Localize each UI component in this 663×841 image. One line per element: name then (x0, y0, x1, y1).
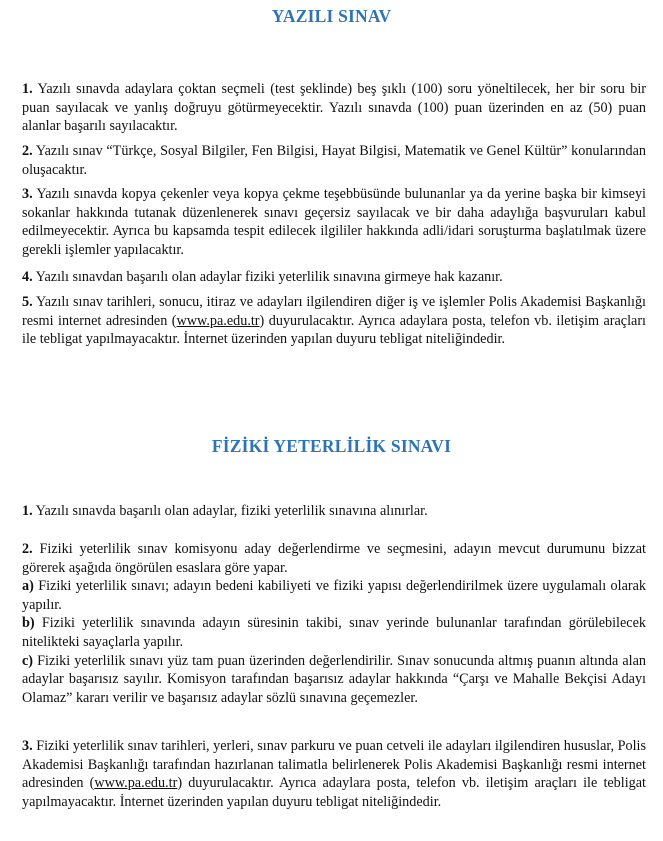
sub-item-letter: a) (22, 578, 34, 595)
item-text-after-link: ) duyurulacaktır. Ayrıca adaylara posta, telefon vb. iletişim araçları ile tebligat yapılmayacaktır. İnternet üzerinden yapılan duyuru tebligat niteliğindedir. (22, 312, 646, 348)
sub-item-b (22, 614, 646, 651)
item-number: 3. (22, 186, 33, 202)
sub-item-text: Fiziki yeterlilik sınavı yüz tam puan üzerinden değerlendirilir. Sınav sonucunda altmış puanın altında alan adaylar başarısız sayılır. Komisyon tarafından başarısız adaylar hakkında “Çarşı ve Mahalle Bekçisi Adayı Olamaz” kararı verilir ve başarısız adaylar sözlü sınavına geçemezler. (22, 652, 646, 706)
item-number: 5. (22, 294, 33, 310)
item-number: 4. (22, 269, 33, 285)
physical-item-2 (22, 540, 646, 707)
written-item-3 (22, 185, 646, 259)
item-number: 3. (22, 738, 33, 754)
item-number: 2. (22, 541, 33, 557)
website-link[interactable]: www.pa.edu.tr (94, 775, 178, 792)
physical-item-3 (22, 737, 646, 811)
item-text: Fiziki yeterlilik sınav komisyonu aday değerlendirme ve seçmesini, adayın mevcut durumunu bizzat görerek aşağıda öngörülen esaslara göre yapar. (22, 541, 646, 576)
sub-item-letter: c) (22, 652, 34, 669)
website-link[interactable]: www.pa.edu.tr (176, 312, 260, 329)
item-text: Yazılı sınavda kopya çekenler veya kopya çekme teşebbüsünde bulunanlar ya da yerine başka bir kimseyi sokanlar hakkında tutanak düzenlenerek sınavı geçersiz sayılacak ve bir daha adaylığa başvuruları kabul edilmeyecektir. Ayrıca bu kapsamda tespit edilecek ilgililer hakkında adli/idari soruşturma başlatılmak üzere gerekli işlemler yapılacaktır. (22, 186, 646, 258)
item-text-after-link: ) duyurulacaktır. Ayrıca adaylara posta, telefon vb. iletişim araçları ile tebligat yapılmayacaktır. İnternet üzerinden yapılan duyuru tebligat niteliğindedir. (22, 775, 646, 810)
written-item-5 (22, 293, 646, 349)
item-text-before-link: Fiziki yeterlilik sınav tarihleri, yerleri, sınav parkuru ve puan cetveli ile adayları ilgilendiren hususlar, Polis Akademisi Başkanlığı tarafından hazırlanan talimatla belirlenerek Polis Akademisi Başkanlığı resmi internet adresinden ( (22, 738, 647, 792)
item-text: Yazılı sınavdan başarılı olan adaylar fiziki yeterlilik sınavına girmeye hak kazanır. (35, 269, 503, 285)
item-text-before-link: Yazılı sınav tarihleri, sonucu, itiraz ve adayları ilgilendiren diğer iş ve işlemler Polis Akademisi Başkanlığı resmi internet adresinden ( (22, 294, 646, 329)
item-number: 1. (22, 81, 33, 97)
sub-item-a (22, 577, 646, 614)
sub-item-text: Fiziki yeterlilik sınavı; adayın bedeni kabiliyeti ve fiziki yapısı değerlendirilmek üzere uygulamalı olarak yapılır. (22, 578, 646, 613)
sub-item-letter: b) (22, 615, 35, 632)
item-number: 2. (22, 143, 33, 159)
written-item-1 (22, 80, 646, 136)
item-text: Yazılı sınavda adaylara çoktan seçmeli (test şeklinde) beş şıklı (100) soru yöneltilecek, her bir soru bir puan sayılacak ve yanlış doğruyu götürmeyecektir. Yazılı sınavda (100) puan üzerinden en az (50) puan alanlar başarılı sayılacaktır. (22, 81, 646, 135)
item-number: 1. (22, 503, 33, 519)
written-item-2 (22, 142, 646, 179)
written-item-4 (22, 268, 646, 287)
section-title-written-exam: YAZILI SINAV (271, 6, 392, 26)
sub-item-c (22, 652, 646, 708)
item-text: Yazılı sınavda başarılı olan adaylar, fiziki yeterlilik sınavına alınırlar. (35, 503, 428, 519)
item-intro (22, 540, 646, 577)
sub-item-text: Fiziki yeterlilik sınavında adayın süresinin takibi, sınav yerinde bulunanlar tarafından görülebilecek nitelikteki sayaçlarla yapılır. (22, 615, 646, 650)
physical-item-1 (22, 502, 646, 521)
item-text: Yazılı sınav “Türkçe, Sosyal Bilgiler, Fen Bilgisi, Hayat Bilgisi, Matematik ve Genel Kültür” konularından oluşacaktır. (22, 143, 646, 178)
section-title-physical-exam: FİZİKİ YETERLİLİK SINAVI (211, 436, 452, 456)
